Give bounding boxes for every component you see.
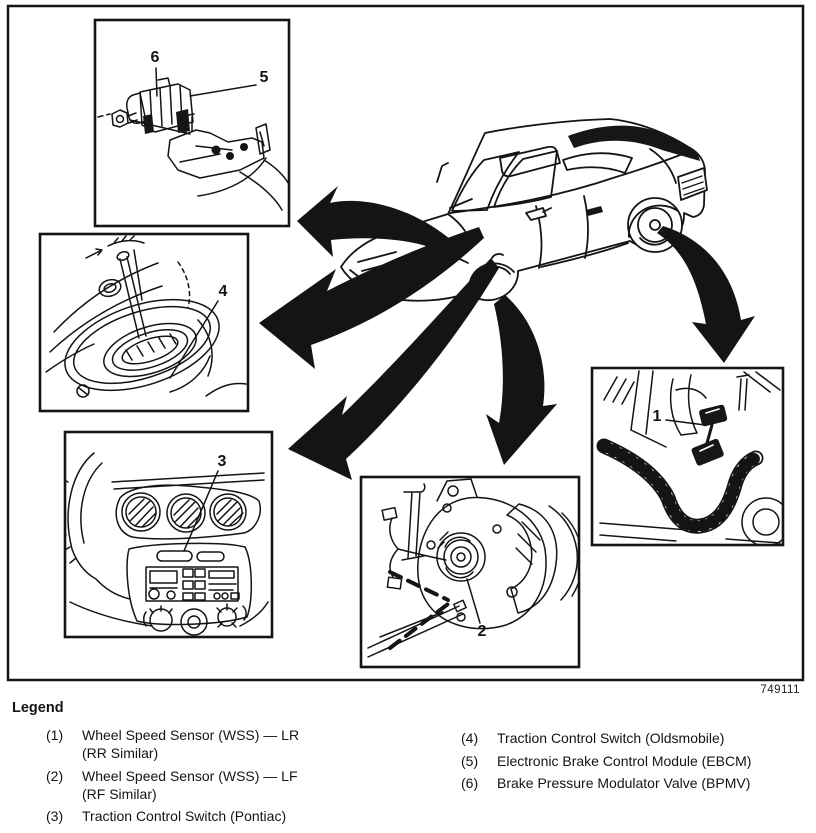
callout-3: 3 (217, 453, 227, 470)
leader-line-6 (156, 68, 157, 96)
callout-4: 4 (218, 283, 228, 300)
legend-item-1-number: (1) (46, 727, 64, 743)
legend-title: Legend (12, 700, 64, 716)
legend-item-6-number: (6) (461, 775, 479, 791)
legend-item-4-text: Traction Control Switch (Oldsmobile) (497, 730, 725, 746)
legend-item-3 (46, 807, 426, 825)
legend-item-1 (46, 726, 426, 762)
legend-item-2-subtext: (RF Similar) (82, 785, 157, 802)
legend-item-4-number: (4) (461, 730, 479, 746)
legend-item-3-text: Traction Control Switch (Pontiac) (82, 808, 287, 824)
legend-column-1 (46, 726, 426, 830)
legend-item-1-text: Wheel Speed Sensor (WSS) — LR (82, 727, 300, 743)
legend-item-2 (46, 767, 426, 803)
legend-item-2-text: Wheel Speed Sensor (WSS) — LF (82, 767, 298, 784)
inset-box-console-switch (40, 234, 248, 411)
callout-1: 1 (652, 408, 662, 425)
legend-item-3-number: (3) (46, 808, 64, 824)
legend-item-5-number: (5) (461, 752, 479, 769)
legend-item-5-text: Electronic Brake Control Module (EBCM) (497, 752, 752, 769)
legend-item-4 (461, 729, 811, 747)
callout-2: 2 (477, 623, 487, 640)
legend-item-6-text: Brake Pressure Modulator Valve (BPMV) (497, 775, 751, 791)
legend-item-5 (461, 752, 811, 770)
callout-5: 5 (259, 69, 269, 86)
legend-item-1-subtext: (RR Similar) (82, 745, 159, 761)
inset-box-dash-switch (65, 432, 272, 637)
figure-number: 749111 (760, 684, 800, 696)
legend-column-2 (461, 729, 811, 797)
legend-item-6 (461, 774, 811, 792)
callout-6: 6 (150, 49, 160, 66)
legend-item-2-number: (2) (46, 767, 64, 784)
